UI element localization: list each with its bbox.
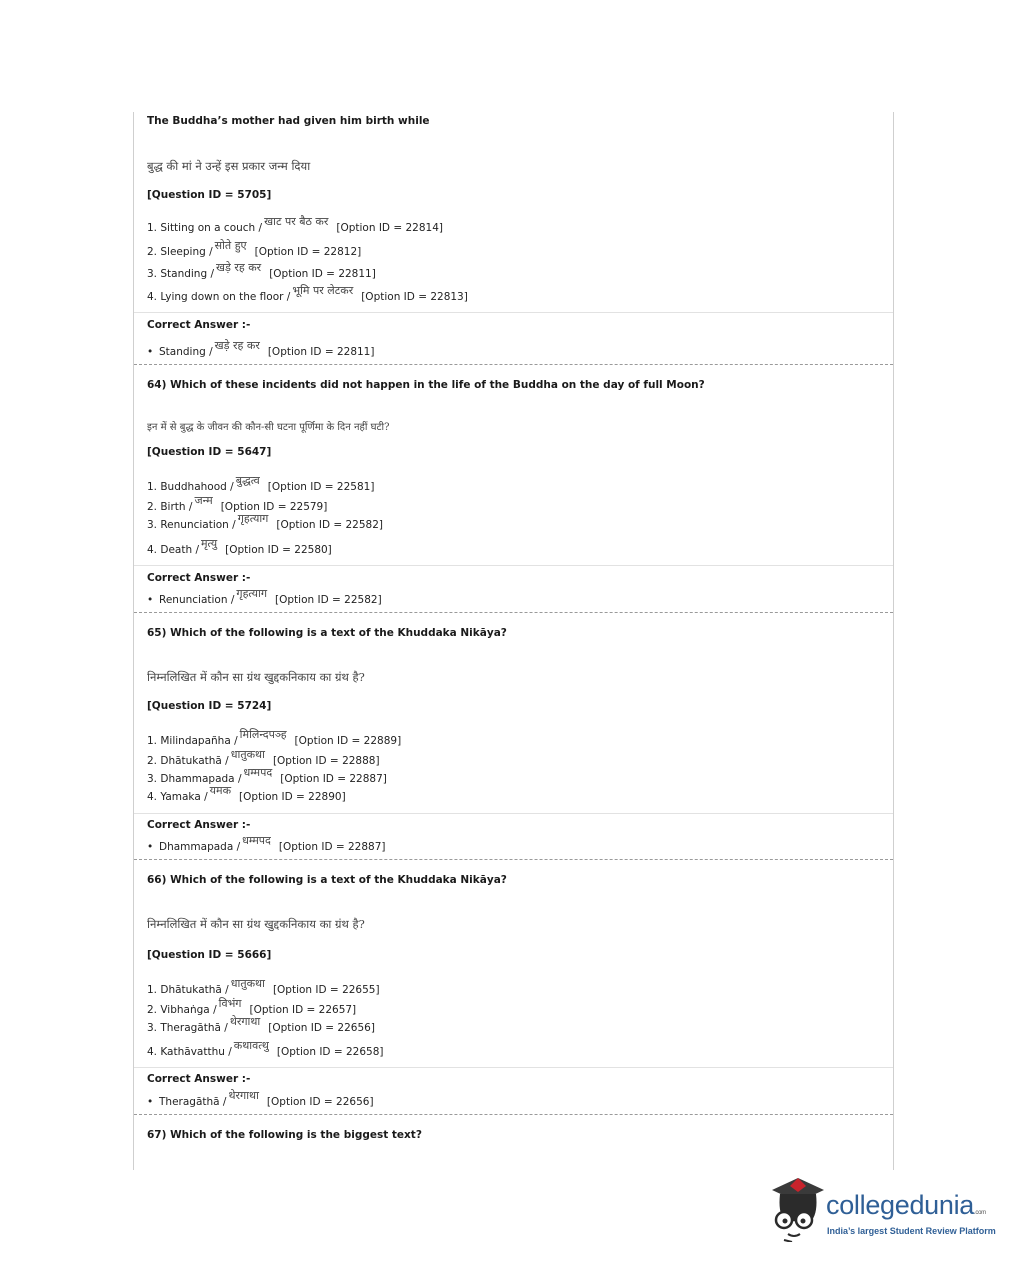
question-hindi: इन में से बुद्ध के जीवन की कौन-सी घटना पूर्णिमा के दिन नहीं घटी? bbox=[147, 422, 390, 433]
question-id: [Question ID = 5666] bbox=[147, 949, 272, 961]
question-title: 67) Which of the following is the biggest text? bbox=[147, 1129, 422, 1141]
option-1: 1. Buddhahood / बुद्धत्व [Option ID = 22581] bbox=[147, 474, 375, 493]
question-hindi: निम्नलिखित में कौन सा ग्रंथ खुद्दकनिकाय का ग्रंथ है? bbox=[147, 917, 365, 931]
option-3: 3. Standing / खड़े रह कर [Option ID = 22811] bbox=[147, 261, 376, 280]
question-hindi: बुद्ध की मां ने उन्हें इस प्रकार जन्म दिया bbox=[147, 159, 311, 173]
option-1: 1. Sitting on a couch / खाट पर बैठ कर [Option ID = 22814] bbox=[147, 215, 443, 234]
correct-answer: • Standing / खड़े रह कर [Option ID = 22811] bbox=[147, 339, 375, 358]
option-1: 1. Milindapañha / मिलिन्दपञ्ह [Option ID = 22889] bbox=[147, 728, 402, 747]
collegedunia-logo bbox=[766, 1176, 996, 1248]
option-4: 4. Lying down on the floor / भूमि पर लेटकर [Option ID = 22813] bbox=[147, 284, 468, 303]
correct-answer-label: Correct Answer :- bbox=[147, 1073, 251, 1085]
question-separator bbox=[134, 612, 893, 613]
correct-answer: • Theragāthā / थेरगाथा [Option ID = 22656] bbox=[147, 1089, 374, 1108]
question-title: 66) Which of the following is a text of the Khuddaka Nikāya? bbox=[147, 874, 507, 886]
option-4: 4. Kathāvatthu / कथावत्थु [Option ID = 22658] bbox=[147, 1039, 384, 1058]
question-title: 65) Which of the following is a text of the Khuddaka Nikāya? bbox=[147, 627, 507, 639]
question-separator bbox=[134, 859, 893, 860]
question-id: [Question ID = 5705] bbox=[147, 189, 272, 201]
option-4: 4. Death / मृत्यु [Option ID = 22580] bbox=[147, 537, 332, 556]
correct-answer: • Dhammapada / धम्मपद [Option ID = 22887] bbox=[147, 834, 386, 853]
question-id: [Question ID = 5647] bbox=[147, 446, 272, 458]
logo-wordmark: collegedunia.com bbox=[826, 1190, 986, 1220]
divider bbox=[134, 1067, 893, 1068]
option-2: 2. Sleeping / सोते हुए [Option ID = 22812] bbox=[147, 239, 362, 258]
option-2: 2. Dhātukathā / धातुकथा [Option ID = 22888] bbox=[147, 748, 380, 767]
option-3: 3. Renunciation / गृहत्याग [Option ID = 22582] bbox=[147, 512, 384, 531]
option-2: 2. Birth / जन्म [Option ID = 22579] bbox=[147, 494, 328, 513]
question-hindi: निम्नलिखित में कौन सा ग्रंथ खुद्दकनिकाय का ग्रंथ है? bbox=[147, 670, 365, 684]
correct-answer-label: Correct Answer :- bbox=[147, 319, 251, 331]
logo-tagline: India’s largest Student Review Platform bbox=[827, 1226, 996, 1236]
divider bbox=[134, 813, 893, 814]
correct-answer-label: Correct Answer :- bbox=[147, 572, 251, 584]
correct-answer-label: Correct Answer :- bbox=[147, 819, 251, 831]
question-separator bbox=[134, 1114, 893, 1115]
option-3: 3. Theragāthā / थेरगाथा [Option ID = 22656] bbox=[147, 1015, 375, 1034]
divider bbox=[134, 312, 893, 313]
correct-answer: • Renunciation / गृहत्याग [Option ID = 22582] bbox=[147, 587, 382, 606]
question-id: [Question ID = 5724] bbox=[147, 700, 272, 712]
question-title: The Buddha’s mother had given him birth while bbox=[147, 115, 430, 127]
question-title: 64) Which of these incidents did not happen in the life of the Buddha on the day of full Moon? bbox=[147, 379, 705, 391]
option-1: 1. Dhātukathā / धातुकथा [Option ID = 22655] bbox=[147, 977, 380, 996]
option-4: 4. Yamaka / यमक [Option ID = 22890] bbox=[147, 784, 346, 803]
option-3: 3. Dhammapada / धम्मपद [Option ID = 22887] bbox=[147, 766, 387, 785]
question-paper-frame bbox=[133, 112, 894, 1170]
divider bbox=[134, 565, 893, 566]
option-2: 2. Vibhaṅga / विभंग [Option ID = 22657] bbox=[147, 997, 357, 1016]
mascot-icon bbox=[766, 1176, 826, 1242]
question-separator bbox=[134, 364, 893, 365]
